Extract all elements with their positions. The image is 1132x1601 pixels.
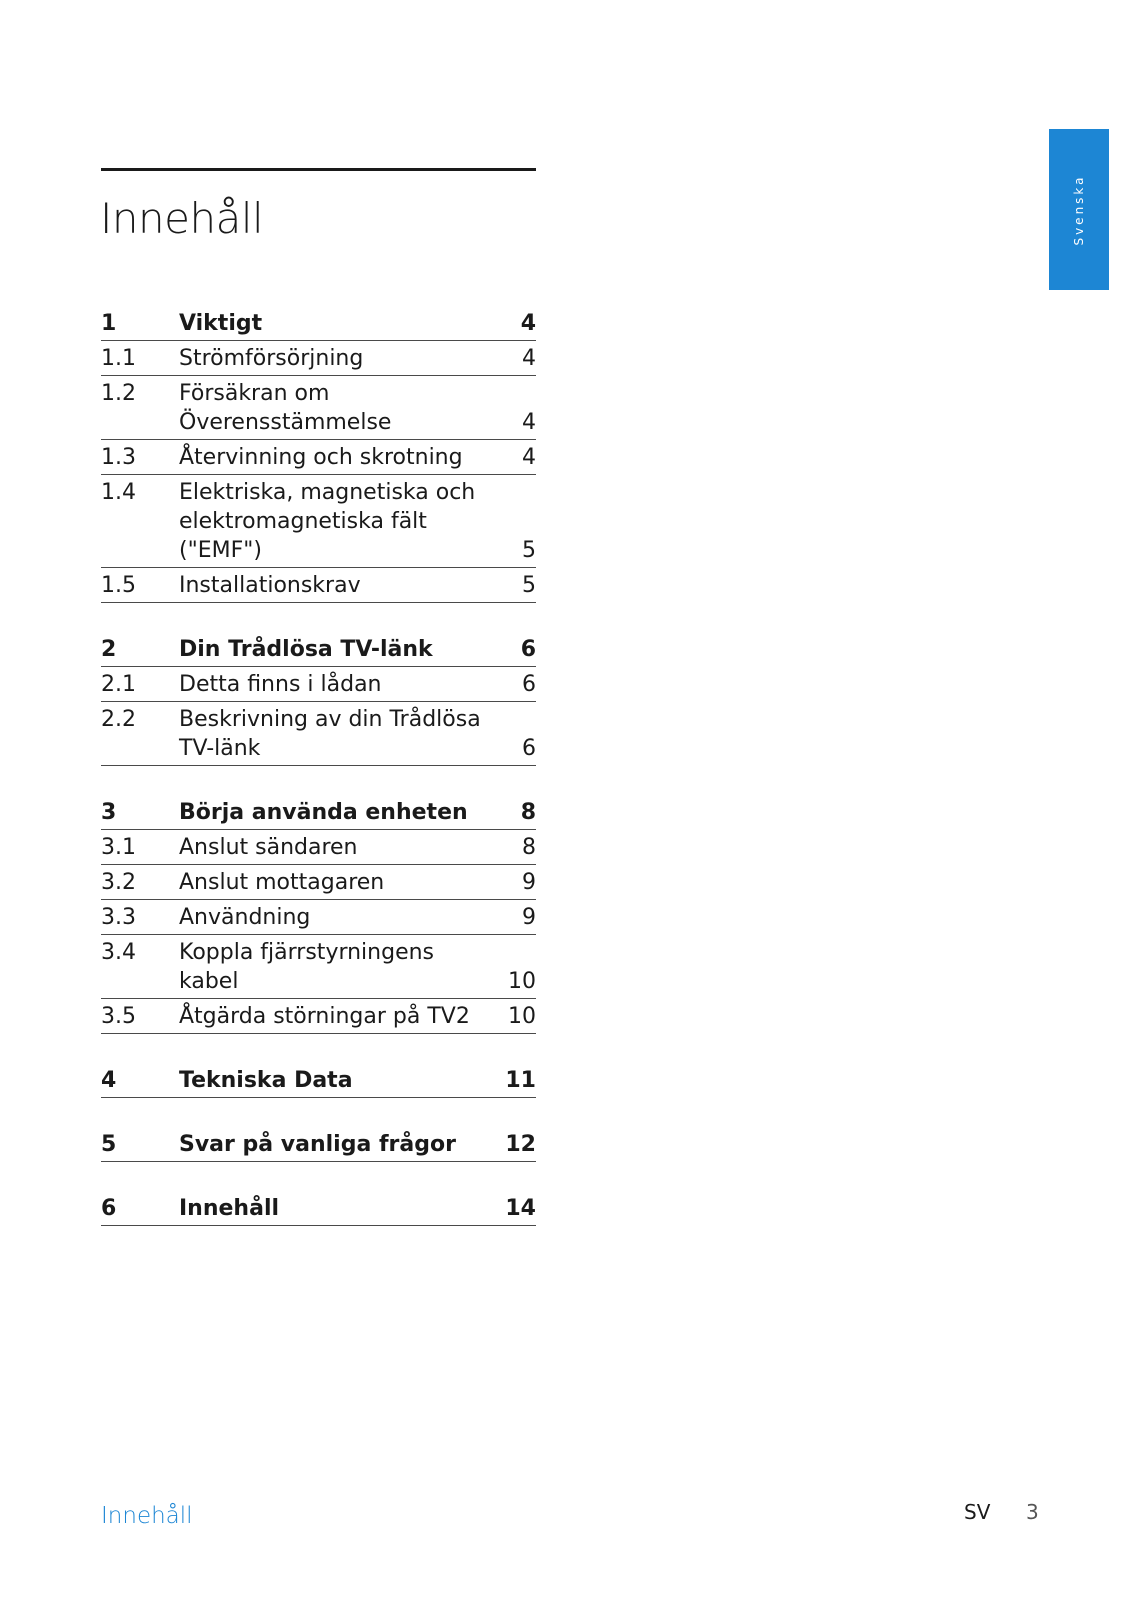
toc-section — [101, 1063, 536, 1098]
toc-entry-row[interactable] — [101, 376, 536, 440]
toc-title: Beskrivning av din Trådlösa TV-länk — [179, 707, 481, 761]
toc-chapter-row[interactable] — [101, 1191, 536, 1226]
toc-number: 2.2 — [101, 707, 136, 732]
toc-entry-row[interactable] — [101, 702, 536, 766]
page-title: Innehåll — [100, 194, 264, 243]
toc-page: 14 — [505, 1196, 536, 1221]
toc-entry-row[interactable] — [101, 568, 536, 603]
toc-title: Viktigt — [179, 311, 263, 336]
toc-section — [101, 1191, 536, 1226]
toc-title: Installationskrav — [179, 573, 361, 598]
toc-page: 11 — [505, 1068, 536, 1093]
toc-title: Anslut sändaren — [179, 835, 358, 860]
toc-page: 12 — [505, 1132, 536, 1157]
toc-entry-row[interactable] — [101, 830, 536, 865]
toc-number: 2.1 — [101, 672, 136, 697]
toc-entry-row[interactable] — [101, 341, 536, 376]
toc-page: 10 — [508, 1004, 536, 1029]
toc-entry-row[interactable] — [101, 935, 536, 999]
toc-number: 1 — [101, 311, 117, 336]
toc-title: Strömförsörjning — [179, 346, 364, 371]
toc-number: 1.4 — [101, 480, 136, 505]
toc-title: Användning — [179, 905, 311, 930]
toc-page: 6 — [522, 736, 536, 761]
toc-entry-row[interactable] — [101, 865, 536, 900]
language-tab-label: Svenska — [1072, 173, 1086, 246]
toc-page: 10 — [508, 969, 536, 994]
toc-number: 3.5 — [101, 1004, 136, 1029]
toc-page: 8 — [522, 835, 536, 860]
toc-chapter-row[interactable] — [101, 1063, 536, 1098]
toc-page: 4 — [522, 410, 536, 435]
toc-title: Börja använda enheten — [179, 800, 468, 825]
toc-number: 1.5 — [101, 573, 136, 598]
toc-number: 5 — [101, 1132, 117, 1157]
toc-number: 3 — [101, 800, 117, 825]
footer-language-code: SV — [964, 1500, 991, 1524]
toc-entry-row[interactable] — [101, 900, 536, 935]
title-rule — [101, 168, 536, 171]
toc-entry-row[interactable] — [101, 440, 536, 475]
toc-section — [101, 632, 536, 766]
toc-section — [101, 795, 536, 1034]
toc-number: 1.1 — [101, 346, 136, 371]
toc-number: 3.1 — [101, 835, 136, 860]
toc-page: 5 — [522, 573, 536, 598]
toc-entry-row[interactable] — [101, 475, 536, 568]
toc-chapter-row[interactable] — [101, 632, 536, 667]
toc-page: 8 — [520, 800, 536, 825]
table-of-contents — [101, 306, 536, 1255]
language-tab — [1049, 129, 1109, 290]
toc-page: 9 — [522, 905, 536, 930]
toc-title: Anslut mottagaren — [179, 870, 385, 895]
toc-title: Svar på vanliga frågor — [179, 1132, 456, 1157]
toc-section — [101, 1127, 536, 1162]
toc-number: 1.2 — [101, 381, 136, 406]
toc-page: 6 — [520, 637, 536, 662]
toc-title: Tekniska Data — [179, 1068, 353, 1093]
toc-page: 4 — [520, 311, 536, 336]
toc-page: 9 — [522, 870, 536, 895]
toc-page: 4 — [522, 346, 536, 371]
toc-entry-row[interactable] — [101, 999, 536, 1034]
toc-title: Innehåll — [179, 1196, 280, 1221]
toc-title: Din Trådlösa TV-länk — [179, 637, 433, 662]
toc-number: 2 — [101, 637, 117, 662]
toc-title: Elektriska, magnetiska och elektromagnetiska fält ("EMF") — [179, 480, 476, 563]
toc-page: 6 — [522, 672, 536, 697]
toc-title: Koppla fjärrstyrningens kabel — [179, 940, 435, 994]
toc-number: 1.3 — [101, 445, 136, 470]
toc-page: 4 — [522, 445, 536, 470]
toc-chapter-row[interactable] — [101, 306, 536, 341]
toc-title: Försäkran om Överensstämmelse — [179, 381, 392, 435]
toc-entry-row[interactable] — [101, 667, 536, 702]
toc-title: Återvinning och skrotning — [179, 445, 463, 470]
toc-number: 3.3 — [101, 905, 136, 930]
toc-number: 4 — [101, 1068, 117, 1093]
toc-chapter-row[interactable] — [101, 1127, 536, 1162]
toc-title: Åtgärda störningar på TV2 — [179, 1004, 470, 1029]
toc-number: 6 — [101, 1196, 117, 1221]
toc-page: 5 — [522, 538, 536, 563]
toc-number: 3.2 — [101, 870, 136, 895]
toc-section — [101, 306, 536, 603]
footer-page-number: 3 — [1026, 1500, 1039, 1524]
toc-number: 3.4 — [101, 940, 136, 965]
toc-title: Detta finns i lådan — [179, 672, 382, 697]
footer-section-title: Innehåll — [101, 1503, 193, 1529]
toc-chapter-row[interactable] — [101, 795, 536, 830]
